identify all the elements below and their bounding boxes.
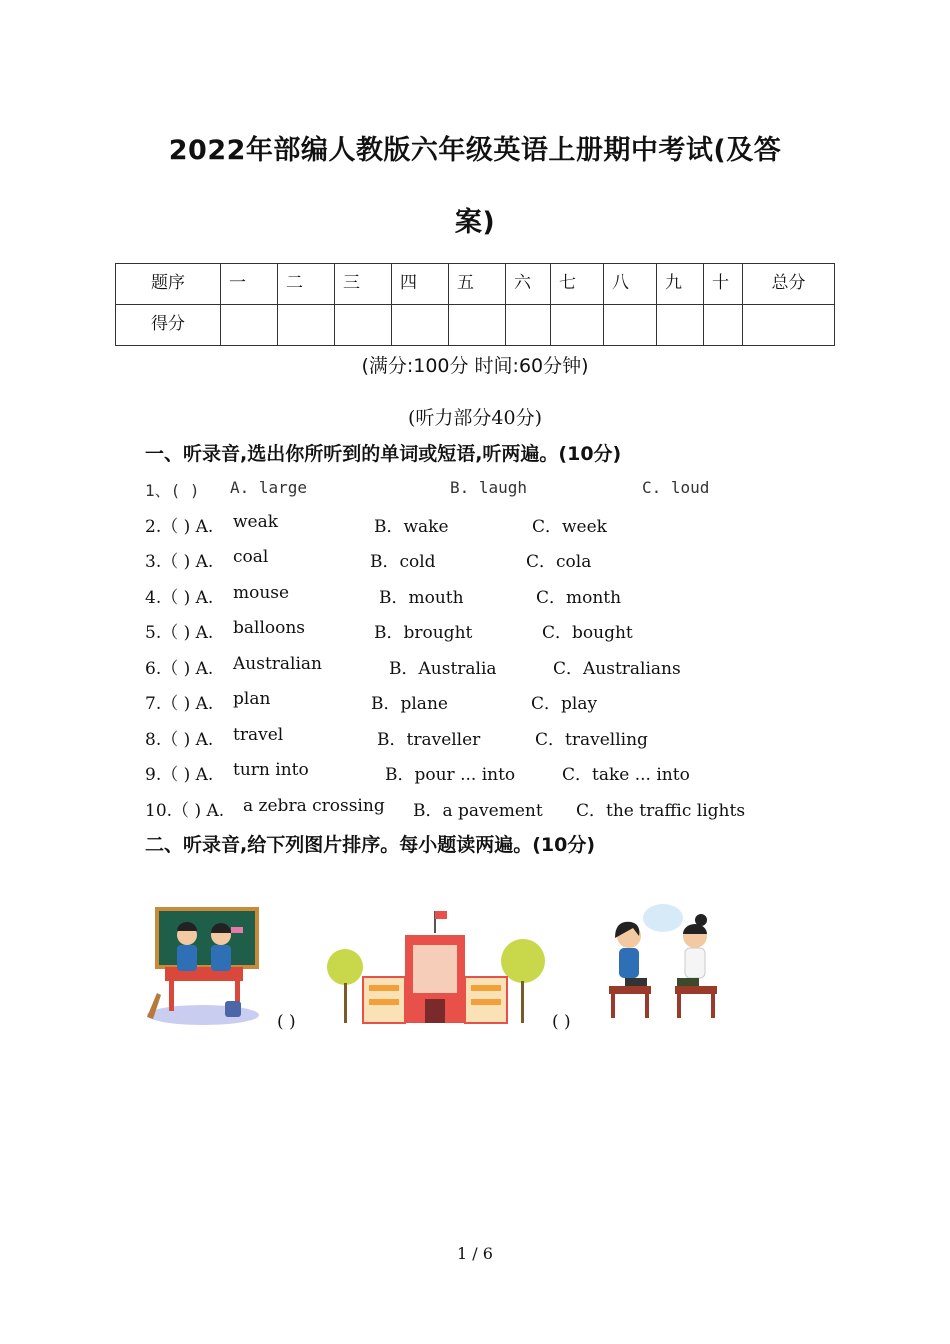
option-c[interactable]: C. loud — [642, 478, 710, 497]
children-talking-picture — [603, 900, 725, 1026]
option-c[interactable]: C．Australians — [553, 659, 681, 679]
score-cell[interactable] — [221, 305, 278, 346]
question-number[interactable]: 6.（ ) A. — [145, 659, 214, 679]
score-cell: 三 — [335, 264, 392, 305]
option-a[interactable]: travel — [233, 725, 284, 745]
option-a[interactable]: mouse — [233, 583, 290, 603]
order-blank-2[interactable]: ( ) — [552, 1012, 571, 1032]
score-cell: 四 — [392, 264, 449, 305]
section-1-heading: 一、听录音,选出你所听到的单词或短语,听两遍。(10分) — [145, 443, 622, 465]
score-cell[interactable] — [449, 305, 506, 346]
option-b[interactable]: B．brought — [374, 623, 473, 643]
option-a[interactable]: A. large — [230, 478, 308, 497]
question-number[interactable]: 9.（ ) A. — [145, 765, 214, 785]
listening-part-heading: (听力部分40分) — [407, 407, 542, 429]
option-a[interactable]: balloons — [233, 618, 306, 638]
order-blank-1[interactable]: ( ) — [277, 1012, 296, 1032]
document-title: 2022年部编人教版六年级英语上册期中考试(及答 — [168, 135, 782, 166]
option-b[interactable]: B．a pavement — [413, 801, 543, 821]
score-cell[interactable] — [506, 305, 551, 346]
option-c[interactable]: C．month — [536, 588, 622, 608]
score-table — [115, 263, 835, 346]
score-cell: 六 — [506, 264, 551, 305]
score-cell: 得分 — [116, 305, 221, 346]
option-a[interactable]: Australian — [233, 654, 323, 674]
score-table-header-row — [116, 264, 835, 305]
score-cell[interactable] — [392, 305, 449, 346]
option-b[interactable]: B．plane — [371, 694, 448, 714]
section-2-heading: 二、听录音,给下列图片排序。每小题读两遍。(10分) — [145, 834, 596, 856]
score-cell: 总分 — [743, 264, 835, 305]
question-number[interactable]: 8.（ ) A. — [145, 730, 214, 750]
question-number[interactable]: 5.（ ) A. — [145, 623, 214, 643]
option-a[interactable]: weak — [233, 512, 279, 532]
question-number[interactable]: 10.（ ) A. — [145, 801, 225, 821]
option-a[interactable]: coal — [233, 547, 269, 567]
score-cell: 题序 — [116, 264, 221, 305]
option-c[interactable]: C．travelling — [535, 730, 648, 750]
option-b[interactable]: B．Australia — [389, 659, 497, 679]
document-title-continued: 案) — [454, 207, 496, 238]
option-b[interactable]: B．wake — [374, 517, 449, 537]
school-building-picture — [325, 905, 547, 1027]
question-number[interactable]: 3.（ ) A. — [145, 552, 214, 572]
score-cell[interactable] — [657, 305, 704, 346]
score-cell: 五 — [449, 264, 506, 305]
question-number[interactable]: 1、( ) — [145, 481, 200, 500]
option-c[interactable]: C．take ... into — [562, 765, 690, 785]
score-cell[interactable] — [704, 305, 743, 346]
option-b[interactable]: B．pour ... into — [385, 765, 516, 785]
question-number[interactable]: 4.（ ) A. — [145, 588, 214, 608]
score-table-score-row — [116, 305, 835, 346]
score-cell[interactable] — [743, 305, 835, 346]
page-number: 1 / 6 — [457, 1244, 493, 1263]
question-number[interactable]: 7.（ ) A. — [145, 694, 214, 714]
score-cell: 一 — [221, 264, 278, 305]
score-cell[interactable] — [335, 305, 392, 346]
option-b[interactable]: B．mouth — [379, 588, 464, 608]
option-b[interactable]: B. laugh — [450, 478, 528, 497]
score-cell[interactable] — [604, 305, 657, 346]
full-score-note: (满分:100分 时间:60分钟) — [361, 355, 589, 377]
option-a[interactable]: plan — [233, 689, 271, 709]
option-a[interactable]: turn into — [233, 760, 309, 780]
option-c[interactable]: C．the traffic lights — [576, 801, 746, 821]
option-a[interactable]: a zebra crossing — [243, 796, 385, 816]
score-cell[interactable] — [551, 305, 604, 346]
question-number[interactable]: 2.（ ) A. — [145, 517, 214, 537]
option-c[interactable]: C．play — [531, 694, 598, 714]
score-cell: 七 — [551, 264, 604, 305]
option-c[interactable]: C．week — [532, 517, 607, 537]
classroom-cleaning-picture — [143, 905, 261, 1027]
option-b[interactable]: B．cold — [370, 552, 436, 572]
option-b[interactable]: B．traveller — [377, 730, 481, 750]
score-cell: 八 — [604, 264, 657, 305]
score-cell: 十 — [704, 264, 743, 305]
score-cell: 二 — [278, 264, 335, 305]
option-c[interactable]: C．bought — [542, 623, 633, 643]
option-c[interactable]: C．cola — [526, 552, 592, 572]
score-cell: 九 — [657, 264, 704, 305]
score-cell[interactable] — [278, 305, 335, 346]
